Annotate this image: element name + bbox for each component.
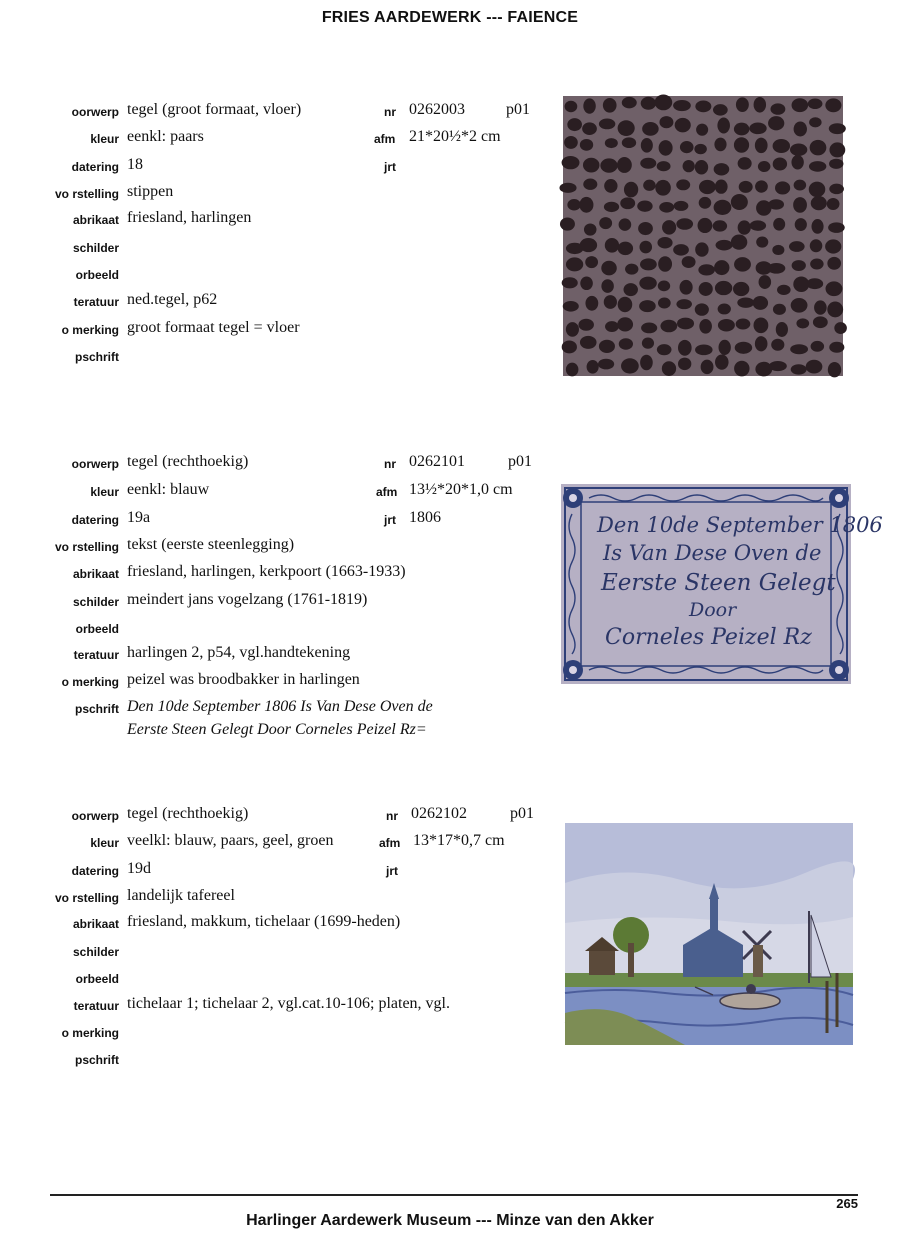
label-kleur: kleur: [90, 485, 119, 499]
label-afm: afm: [374, 132, 396, 146]
value-voorstelling: landelijk tafereel: [127, 887, 235, 904]
tile-dot: [695, 242, 708, 256]
label-nr: nr: [386, 809, 398, 823]
label-opschrift: pschrift: [74, 702, 119, 716]
tile-dot: [564, 136, 578, 149]
label-nr: nr: [384, 105, 396, 119]
tile-dot: [773, 157, 787, 170]
tile-dot: [829, 159, 843, 169]
tile-dot: [701, 360, 714, 375]
label-datering: datering: [71, 864, 119, 878]
value-literatuur: harlingen 2, p54, vgl.handtekening: [127, 644, 351, 661]
label-opschrift: pschrift: [74, 350, 119, 364]
label-fabrikaat: abrikaat: [72, 567, 119, 581]
tile-dot: [716, 240, 733, 251]
tile-dot: [695, 101, 711, 113]
label-jrt: jrt: [384, 160, 396, 174]
tile-dot: [680, 141, 694, 153]
tile-dot: [583, 158, 600, 173]
tile-dot: [659, 202, 674, 213]
tile-dot: [809, 117, 821, 127]
value-voorwerp: tegel (groot formaat, vloer): [127, 101, 302, 118]
tile-dot: [794, 121, 807, 136]
label-voorstelling: vo rstelling: [54, 891, 119, 905]
tile-dot: [673, 100, 691, 111]
tile-dot: [583, 98, 595, 113]
tile-dot: [617, 157, 632, 173]
label-voorstelling: vo rstelling: [54, 540, 119, 554]
tile-dot: [658, 280, 670, 291]
tile-dot: [767, 263, 785, 274]
tile-dot: [565, 101, 578, 112]
tile-dot: [660, 320, 677, 333]
tile-dot: [791, 364, 807, 374]
tile-dot: [776, 322, 788, 337]
tile-dot: [792, 98, 809, 112]
label-voorwerp: oorwerp: [71, 457, 119, 471]
tile-dot: [738, 220, 751, 234]
tile-dot: [605, 321, 619, 332]
tile-dot: [829, 123, 846, 134]
tile-dot: [662, 361, 676, 376]
tile-dot: [622, 97, 637, 108]
value-kleur: eenkl: blauw: [127, 481, 210, 498]
tile-inscription-line-1: Den 10de September 1806: [597, 513, 883, 537]
value-schilder: meindert jans vogelzang (1761-1819): [127, 591, 368, 608]
tile-dot: [738, 157, 752, 170]
label-schilder: schilder: [72, 595, 119, 609]
tile-dot: [827, 302, 843, 318]
footer-divider: [50, 1194, 858, 1196]
tile-dot: [673, 244, 689, 255]
value-literatuur: tichelaar 1; tichelaar 2, vgl.cat.10-106; platen, vgl.: [127, 995, 450, 1012]
tile-dot: [580, 277, 593, 291]
tile-dot: [599, 217, 612, 229]
value-voorstelling: tekst (eerste steenlegging): [127, 536, 295, 553]
value-fabrikaat: friesland, makkum, tichelaar (1699-heden): [127, 913, 401, 930]
label-voorstelling: vo rstelling: [54, 187, 119, 201]
tile-dot: [619, 218, 632, 230]
label-jrt: jrt: [386, 864, 398, 878]
label-kleur: kleur: [90, 836, 119, 850]
tile-dot: [734, 137, 749, 152]
tile-dot: [737, 297, 754, 307]
label-opmerking: o merking: [61, 1026, 119, 1040]
tile-dot: [734, 123, 750, 136]
label-voorbeeld: orbeeld: [75, 972, 119, 986]
label-voorwerp: oorwerp: [71, 105, 119, 119]
tile-dot: [806, 360, 823, 374]
tile-dot: [675, 118, 691, 132]
tile-dot: [562, 277, 578, 288]
tile-dot: [795, 218, 807, 231]
tile-dot: [566, 257, 583, 271]
tile-dot: [604, 179, 617, 193]
tile-dot: [759, 275, 772, 289]
value-nr: 0262102: [411, 805, 467, 822]
tile-dot: [655, 180, 671, 196]
tile-dot: [731, 194, 748, 210]
tile-dot: [640, 258, 657, 270]
tile-dot: [828, 362, 841, 377]
tile-dot: [698, 218, 713, 233]
tile-dot: [754, 317, 769, 333]
label-datering: datering: [71, 513, 119, 527]
tile-dot: [733, 282, 749, 296]
tile-dot: [714, 260, 729, 275]
tile-dot: [750, 220, 767, 230]
label-voorbeeld: orbeeld: [75, 622, 119, 636]
tile-dot: [736, 97, 749, 112]
tile-dot: [790, 344, 808, 354]
label-literatuur: teratuur: [73, 648, 119, 662]
tile-dot: [585, 296, 598, 311]
label-literatuur: teratuur: [73, 999, 119, 1013]
tile-dot: [694, 144, 706, 154]
tile-dot: [718, 319, 735, 332]
tile-dot: [639, 300, 656, 312]
tile-dot: [808, 99, 823, 110]
tile-dot: [809, 161, 826, 172]
value-literatuur: ned.tegel, p62: [127, 291, 218, 308]
tile-dot: [657, 344, 672, 355]
tile-dot: [715, 281, 732, 295]
tile-dot: [773, 139, 790, 153]
tile-dot: [657, 161, 671, 171]
label-jrt: jrt: [384, 513, 396, 527]
tile-dot: [659, 116, 673, 128]
tile-dot: [657, 237, 672, 248]
value-datering: 19a: [127, 509, 151, 526]
tile-dot: [583, 179, 597, 190]
tile-dot: [683, 160, 695, 172]
page-title: FRIES AARDEWERK --- FAIENCE: [321, 9, 579, 26]
label-afm: afm: [379, 836, 401, 850]
tile-dot: [829, 142, 845, 157]
tile-dot: [662, 220, 676, 234]
tile-dot: [792, 260, 806, 271]
tile-dot: [619, 338, 633, 350]
tile-dot: [810, 239, 823, 252]
value-nr: 0262003: [409, 101, 465, 118]
tile-dot: [736, 319, 751, 330]
tile-dot: [713, 104, 728, 115]
tile-dot: [717, 118, 730, 134]
tile-dot: [714, 163, 730, 175]
tile-dot: [734, 257, 751, 272]
tile-dot: [678, 340, 692, 356]
tile-dot: [773, 218, 785, 231]
value-nr: 0262101: [409, 453, 465, 470]
tile-dot: [567, 199, 580, 210]
tile-dot: [566, 322, 579, 337]
tile-dot: [677, 318, 694, 330]
tile-dot: [658, 297, 671, 308]
value-jrt: 1806: [409, 509, 441, 526]
tile-dot: [625, 264, 638, 275]
tile-dot: [793, 197, 807, 213]
value-afm: 13½*20*1,0 cm: [409, 481, 513, 498]
page-number: 265: [836, 1196, 858, 1211]
tile-dot: [605, 138, 618, 148]
tile-dot: [584, 223, 597, 235]
tile-dot: [580, 238, 597, 252]
label-kleur: kleur: [90, 132, 119, 146]
value-voorstelling: stippen: [127, 183, 174, 200]
tile-dot: [772, 245, 784, 255]
tile-dot: [580, 139, 593, 151]
tile-dot: [562, 340, 577, 353]
tile-dot: [639, 241, 652, 254]
tile-dot: [770, 103, 785, 114]
tile-dot: [735, 342, 752, 354]
tile-dot: [622, 137, 636, 148]
tile-dot: [600, 158, 617, 172]
tile-dot: [699, 319, 712, 334]
tile-dot: [791, 155, 803, 169]
label-datering: datering: [71, 160, 119, 174]
tile-dot: [698, 264, 715, 275]
tile-dot: [643, 180, 656, 191]
tile-dot: [825, 98, 841, 112]
tile-dot: [790, 143, 807, 155]
value-kleur: veelkl: blauw, paars, geel, groen: [127, 832, 334, 849]
tile-inscription-line-3: Eerste Steen Gelegt: [601, 570, 836, 596]
tile-dot: [680, 280, 693, 295]
tile-dot: [603, 98, 617, 113]
tile-dot: [829, 184, 844, 195]
value-page: p01: [510, 805, 534, 822]
tile-dot: [699, 197, 712, 209]
tile-dot: [617, 317, 633, 331]
tile-dot: [641, 138, 653, 153]
tile-dot: [796, 318, 809, 328]
tile-dot: [714, 138, 726, 152]
label-schilder: schilder: [72, 241, 119, 255]
label-opschrift: pschrift: [74, 1053, 119, 1067]
tile-dot: [794, 180, 807, 191]
value-fabrikaat: friesland, harlingen, kerkpoort (1663-1933): [127, 563, 406, 580]
label-fabrikaat: abrikaat: [72, 917, 119, 931]
tile-dot: [560, 217, 575, 230]
tile-dot: [814, 300, 827, 314]
tile-dot: [618, 120, 635, 136]
tile-dot: [695, 303, 709, 315]
tile-dot: [769, 361, 787, 371]
tile-dot: [642, 122, 658, 136]
tile-dot: [777, 285, 791, 295]
tile-dot: [676, 218, 693, 230]
tile-dot: [755, 138, 768, 153]
value-afm: 13*17*0,7 cm: [413, 832, 505, 849]
tile-dot: [826, 281, 843, 296]
tile-dot: [718, 304, 731, 315]
tile-dot: [810, 140, 827, 155]
tile-dot: [749, 123, 766, 135]
tile-dot: [827, 198, 840, 210]
tile-dot: [618, 242, 633, 256]
label-literatuur: teratuur: [73, 295, 119, 309]
tile-dot: [563, 301, 579, 312]
tile-dot: [834, 322, 847, 334]
tile-dot: [678, 358, 691, 371]
tile-dot: [587, 360, 599, 374]
tile-dot: [621, 358, 639, 373]
tile-dot: [641, 97, 656, 110]
tile-dot: [658, 256, 672, 272]
tile-dot: [642, 338, 654, 349]
value-fabrikaat: friesland, harlingen: [127, 209, 252, 226]
tile-inscription-line-5: Corneles Peizel Rz: [605, 625, 812, 650]
tile-dot: [811, 196, 827, 210]
tile-dot: [638, 222, 653, 235]
tile-dot: [676, 179, 690, 190]
tile-dot: [566, 363, 579, 377]
tile-dot: [775, 181, 790, 194]
tile-dot: [811, 341, 824, 352]
tile-dot: [768, 116, 784, 130]
tile-dot: [715, 180, 728, 194]
tile-dot: [604, 202, 619, 212]
tile-dot: [580, 336, 597, 349]
tile-dot: [695, 160, 708, 174]
tile-dot: [734, 361, 749, 377]
label-fabrikaat: abrikaat: [72, 213, 119, 227]
tile-dot: [618, 297, 633, 312]
tile-dot: [624, 182, 638, 198]
label-opmerking: o merking: [61, 675, 119, 689]
tile-dot: [739, 181, 753, 193]
tile-dot: [582, 122, 597, 135]
tile-dot: [605, 238, 619, 253]
tile-dot: [559, 183, 576, 193]
tile-dot: [791, 298, 808, 313]
footer-text: Harlinger Aardewerk Museum --- Minze van den Akker: [246, 1212, 654, 1229]
tile-dot: [620, 197, 635, 209]
value-afm: 21*20½*2 cm: [409, 128, 501, 145]
value-voorwerp: tegel (rechthoekig): [127, 453, 249, 470]
tile-dot: [714, 200, 732, 215]
tile-dot: [813, 316, 828, 328]
label-schilder: schilder: [72, 945, 119, 959]
tile-dot: [676, 299, 692, 309]
tile-dot: [598, 359, 614, 370]
tile-dot: [825, 239, 841, 253]
value-kleur: eenkl: paars: [127, 128, 204, 145]
value-datering: 19d: [127, 860, 151, 877]
value-opschrift-line-2: Eerste Steen Gelegt Door Corneles Peizel Rz=: [127, 721, 427, 738]
tile-dot: [640, 158, 656, 169]
value-page: p01: [508, 453, 532, 470]
tile-dot: [755, 336, 768, 351]
tile-dot: [567, 118, 582, 131]
tile-dot: [640, 355, 653, 371]
tile-dot: [809, 182, 826, 198]
value-voorwerp: tegel (rechthoekig): [127, 805, 249, 822]
value-opmerking: peizel was broodbakker in harlingen: [127, 671, 360, 688]
tile-dot: [715, 355, 729, 370]
tile-dot: [699, 180, 716, 194]
tile-dot: [562, 156, 580, 169]
tile-dot: [599, 118, 615, 129]
tile-dot: [599, 340, 615, 353]
tile-dot: [756, 237, 768, 248]
tile-dot: [811, 219, 823, 234]
value-page: p01: [506, 101, 530, 118]
tile-dot: [810, 259, 823, 270]
tile-dot: [731, 234, 747, 249]
tile-dot: [755, 180, 768, 192]
tile-dot: [604, 295, 617, 309]
tile-dot: [771, 339, 784, 351]
tile-dot: [585, 256, 598, 268]
tile-dot: [674, 201, 689, 211]
tile-dot: [601, 261, 616, 276]
label-afm: afm: [376, 485, 398, 499]
tile-dot: [829, 342, 844, 353]
purple-dotted-tile-image: [563, 96, 843, 376]
tile-dot: [753, 296, 768, 310]
tile-dot: [637, 201, 652, 212]
tile-dot: [768, 199, 784, 209]
value-opmerking: groot formaat tegel = vloer: [127, 319, 300, 336]
tile-inscription-line-2: Is Van Dese Oven de: [603, 541, 822, 565]
tile-dot: [696, 124, 708, 136]
tile-dot: [758, 161, 771, 172]
value-opschrift-line-1: Den 10de September 1806 Is Van Dese Oven de: [127, 698, 433, 715]
tile-dot: [578, 319, 593, 331]
tile-dot: [579, 197, 593, 213]
tile-dot: [827, 257, 841, 270]
tile-dot: [659, 140, 673, 156]
tile-dot: [682, 256, 696, 268]
tile-dot: [641, 322, 657, 333]
tile-dot: [719, 340, 731, 355]
label-nr: nr: [384, 457, 396, 471]
tile-dot: [828, 222, 845, 233]
tile-dot: [699, 282, 713, 296]
label-voorwerp: oorwerp: [71, 809, 119, 823]
value-datering: 18: [127, 156, 143, 173]
tile-dot: [624, 283, 638, 296]
landscape-tile-image: [565, 823, 853, 1045]
tile-dot: [601, 279, 613, 293]
tile-dot: [639, 277, 656, 290]
tile-dot: [655, 94, 673, 110]
label-voorbeeld: orbeeld: [75, 268, 119, 282]
label-opmerking: o merking: [61, 323, 119, 337]
tile-dot: [754, 97, 766, 113]
tile-dot: [695, 344, 712, 355]
tile-dot: [713, 220, 728, 231]
tile-dot: [806, 278, 823, 289]
blue-inscription-tile-image: [561, 484, 883, 684]
tile-dot: [789, 241, 805, 252]
tile-dot: [773, 304, 786, 315]
tile-inscription-line-4: Door: [689, 599, 737, 621]
